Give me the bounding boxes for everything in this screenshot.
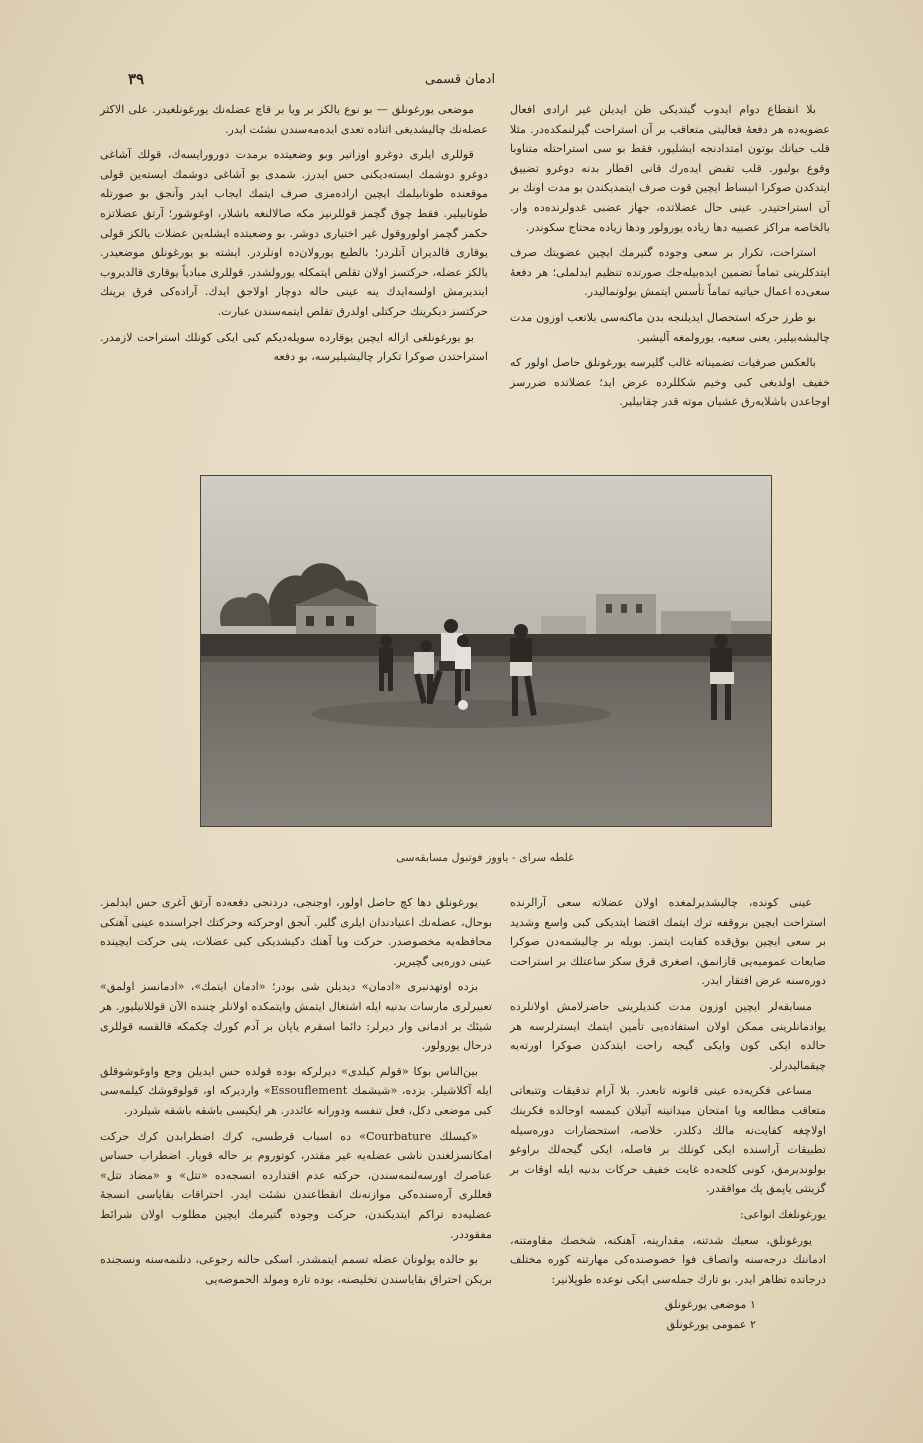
list-item: ١ موضعی یورغونلق xyxy=(664,1298,756,1312)
photo-caption: غلطه سرای - یاووز فوتبول مسابقه‌سی xyxy=(396,851,574,864)
page-number: ٣٩ xyxy=(128,70,145,88)
paragraph: بلا انقطاع دوام ایدوب گیتدیکی ظن ایدیلن غیر ارادی افعال عضویه‌ده هر دفعهٔ فعالیتی متعاقب بر آن استراحت گیزلنمکده‌در. مثلا قلب حیاتك بوتون امتدادنجه ایشلیور، فقط بو سی استراحتله متناوبا وقوع بولیور. قلب تقبض ایده‌رك قانی اقطار بدنه دوغرو تضییق ایتدکدن صوکرا انبساط ایچین قوت صرف ایتمدیکندن بو مدت اونك بر آن استراحتیدر. عینی حال عضلاتده، جهاز عضبی غدولرنده‌ده وار. بالخاصه مراکز عصبیه دها زیاده یورولور ودها زیاده محتاج سکوندر. xyxy=(510,103,830,234)
column-bottom-left xyxy=(100,893,492,1295)
paragraph: قوللری ایلری دوغرو اوزاتیر وبو وضعیتده برمدت دورورایسه‌ك، قولك آشاغی دوغرو دوشمك ایسته‌دیکنی حس ایدرز. شمدی بو آشاغی دوشمك ایسته‌ین قولی موقعنده طوتابیلمك ایچین اراده‌مزی صرف ایتمك ایجاب ایدر وآنجق بو صورتله طوتابیلیر. فقط چوق گچمز قوللرنیز مکه صالالنغه باشلار، اوغوشور؛ آرتق عضلاتزه حکمز گچمز اولوروقول غیر اختیاری دوشر. بو وضعیتده ایشله‌ین عضلات یالکز قولی یوقاری قالدیران آتلردر؛ بالطبع یورولان‌ده اونلردر. ایشته بو یورغونلق موضعیدر. یالکز عضله، حرکتسز اولان تقلص ایتمکله یورولشدر. قوللری مبادیاً یوقاری قالدیروب ایندیرمش اولسه‌ایدك ینه عینی حاله دوچار اولاجق ایدك. آراده‌کی فرق برینك حرکتسز دیکرینك حرکتلی اولدرق تقلص ایتمه‌سندن عبارت. xyxy=(100,148,488,318)
paragraph: یورغونلق دها کچ حاصل اولور، اوجنجی، دردنجی دفعه‌ده آرتق آغری حس ایدلمز. بوحال، عضله‌نك اعتیادندان ایلری گلیر. آنجق اوحرکته وحرکتك اجراسنده عینی آهنکی محافظه‌یه مخصوصدر. حرکت ویا آهنك دکیشدیکی کبی عضلات، ینی حرکت ایچینده عینی دوره‌یی گچیریر. xyxy=(100,896,492,968)
paragraph: بزده اوتهدنبری «ادمان» دیدیلن شی بودر؛ «ادمان ایتمك»، «ادمانسز اولمق» تعبیرلری مارسات بدنیه ایله اشتغال ایتمش وایتمکده اولانلر چننده الآن قوللانیلیور. هر شیئك بر ادمانی وار دیرلر: دائما اسقرم یاپان بر آدم کورك چکمکه قالقسه قوللری درحال یورولور. xyxy=(100,980,492,1053)
paragraph: «کیسلك Courbature» ده اسباب قرطسی، کرك اضطرابدن کرك حرکت امکانسزلغندن ناشی عضله‌یه غیر مقتدر، کوتوروم بر حاله قویار. اضطراب حساس عناصرك اورسه‌لنمه‌سندن، حرکته عدم اقتدارده انسجه‌ده «تتل» و «مضاد تتل» فعللری آره‌سنده‌کی موازنه‌نك انقطاعندن نشئت ایدر. احتراقات بقایاسی انسجهٔ عضلیه‌ده تراکم ایتدیکندن، حرکت وجوده گتیرمك ایچین مطلوب اولان شرائط مفقوددر. xyxy=(100,1129,492,1241)
paragraph: موضعی یورغونلق — بو نوع یالکز بر ویا بر قاچ عضله‌نك یورغونلغیدر. علی الاکثر عضله‌نك چالیشدیغی اثناده تعدی ایده‌مه‌سندن نشئت ایدر. xyxy=(100,103,488,136)
paragraph: مسابقه‌لر ایچین اوزون مدت کندیلرینی حاضرلامش اولانلرده یوادمانلرینی ممکن اولان استفاده‌یی تأمین ایتمك ایسترلرسه هر حالده ایکی کون وایکی گیجه راحت ایتدکدن صوکرا اورته‌یه چیقمالیدرلر. xyxy=(510,999,826,1072)
paragraph: عینی کونده، چالیشدیرلمغده اولان عضلاته سعی آرالرنده استراحت ایچین بروقفه ترك ایتمك اقتضا ایتدیکی کبی واسع وشدید بر سعی ایچین بوق‌قده کفایت ایتمز. بویله بر چالیشمه‌دن صوکرا ضایعات عمومیه‌یی قازانمق، اصغری قرق سکز ساعتلك بر استراحت دوره‌سنه عرض افتقار ایدر. xyxy=(510,896,826,988)
column-top-left xyxy=(100,100,488,373)
paragraph: استراحت، تکرار بر سعی وجوده گتیرمك ایچین عضویتك صرف ایتدکلرینی تماماً تضمین ایده‌بیله‌جك صورتده تنظیم ایدلملی؛ هر دفعهٔ سعی‌ده اعمال حیاتیه تماماً تأسس ایتمش بولونمالیدر. xyxy=(510,246,830,299)
column-bottom-right xyxy=(510,893,826,1335)
page-header xyxy=(100,70,820,94)
football-match-photo xyxy=(200,475,772,827)
fatigue-types-list xyxy=(510,1295,826,1335)
paragraph: بالعکس صرفیات تضمیناته غالب گلیرسه یورغونلق حاصل اولور که خفیف اولدیغی کبی وخیم شکللرده عرض اید؛ عضلاتده ضررسز اوجاعدن باشلایه‌رق غشیان موته قدر چقابیلیر. xyxy=(510,356,830,409)
paragraph: بو یورغونلغی ازاله ایچین یوقارده سویله‌دیکم کبی ایکی کونلك استراحت لازمدر. استراحتدن صوکرا تکرار چالیشیلیرسه، بو دفعه xyxy=(100,330,488,364)
paragraph: مساعی فکریه‌ده عینی قانونه تابعدر. بلا آرام تدقیقات وتتبعاتی متعاقب مطالعه ویا امتحان میدانینه آتیلان کیمسه اوحالده فکرینك اولاچغه کفایت‌نه مالك دکلدر. خلاصه، استحضارات دوره‌سیله تطبیقات آراسنده ایکی کونلك بر فاصله، ایکی گیجه‌لك براوغو بولوندیرمق، کونی کلجه‌ده غایت خفیف حرکات بدنیه ایله اوقات بر گزینتی یاپمق پك موافقدر. xyxy=(510,1084,826,1196)
list-item: ٢ عمومی یورغونلق xyxy=(666,1318,756,1332)
paragraph: یورغونلق، سعیك شدتنه، مقدارینه، آهنکنه، شخصك مقاومتنه، ادماننك درجه‌سنه واتصاف فوا خصوصنده‌کی مهارتنه کوره مختلف درجاتده تظاهر ایدر. بو تارك جمله‌سی ایکی نوعده طوپلانیر: xyxy=(510,1233,826,1286)
section-heading: یورغونلغك انواعی: xyxy=(739,1207,826,1221)
paragraph: بین‌الناس بوکا «قولم کیلدی» دیرلرکه بوده قولده حس ایدیلن وجع واوغوشوقلق ایله آکلاشیلر. بزده، «شیشمك Essouflement» واردیرکه او، قولوقوشك کیلمه‌سی کبی موضعی دکل، فعل تنفسه ودورانه عائددر. هر ایکیسی باشقه باشقه شیلردر. xyxy=(100,1064,492,1117)
column-top-right xyxy=(510,100,830,418)
running-title: ادمان قسمی xyxy=(424,72,496,87)
paragraph: بو حالده یولونان عضله تسمم ایتمشدر. اسکی حالنه رجوعی، دنلنمه‌سنه ونسجنده بریکن احتراق بقایاسندن تخلیصنه، بوده تازه ومولد الحموضه‌یی xyxy=(100,1253,492,1286)
paragraph: بو طرز حرکه استحصال ایدیلنجه بدن ماکنه‌سی بلاتعب اوزون مدت چالیشه‌بیلیر. یعنی سعیه، یورولمغه آلیشیر. xyxy=(510,310,830,344)
